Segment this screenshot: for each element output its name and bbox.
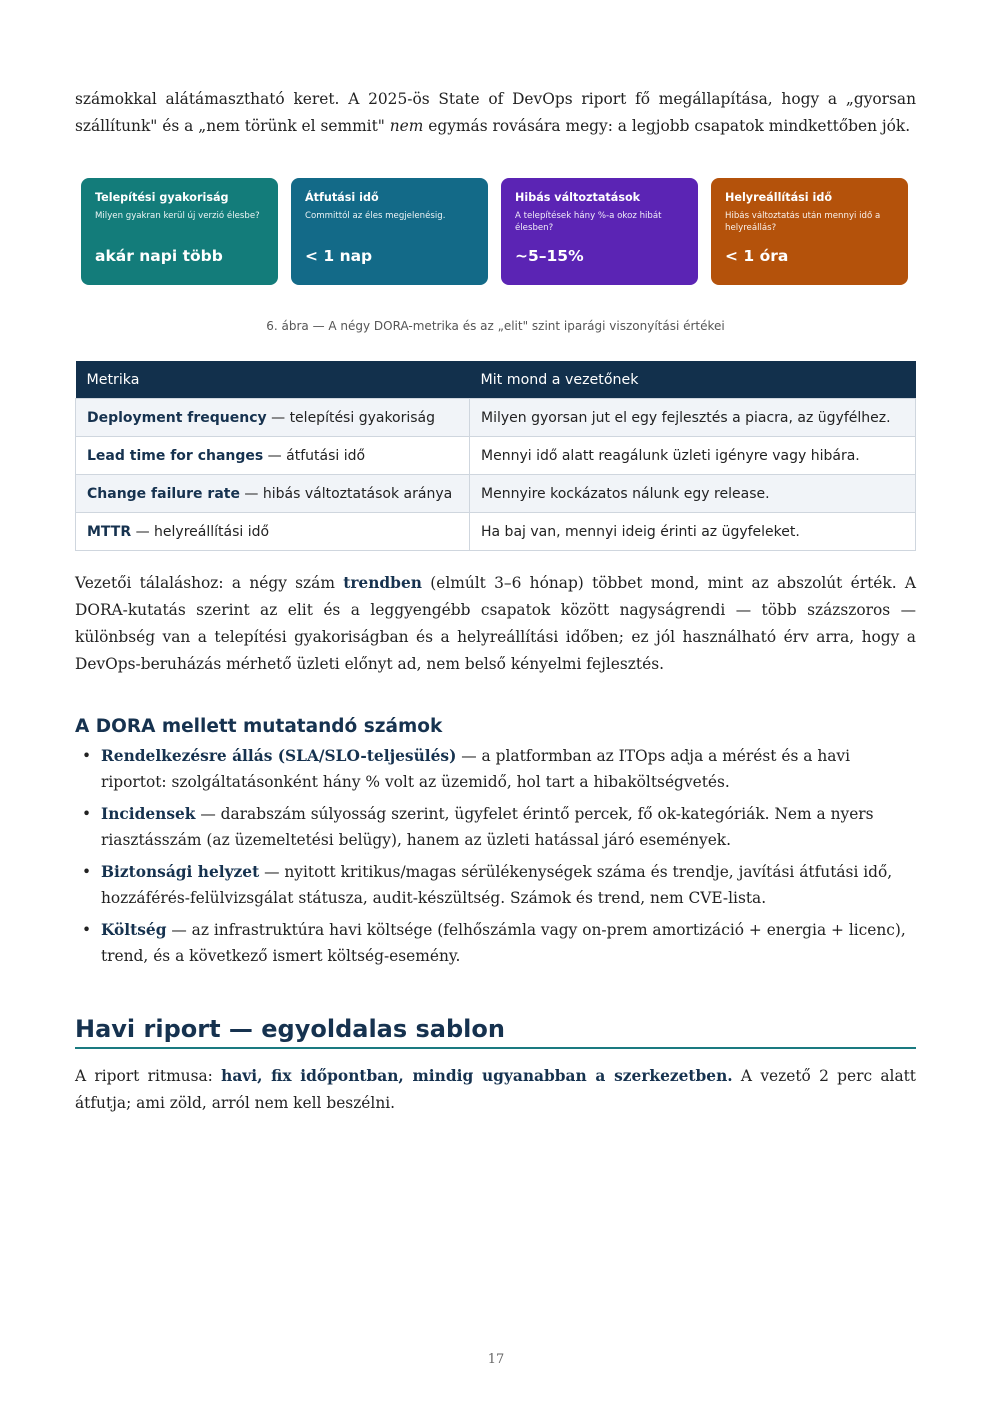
card-lead-time: [291, 178, 488, 285]
trend-text-end: (elmúlt 3–6 hónap) többet mond, mint az abszolút érték. A DORA-kutatás szerint az elit és a leggyengébb csapatok között nagyságrendi — több százszoros — különbség van a telepítési gyakoriságban és a helyreállítási időben; ez jól használható érv arra, hogy a DevOps-beruházás mérhető üzleti előnyt ad, nem belső kényelmi fejlesztés.: [75, 574, 916, 673]
page-number: 17: [487, 1352, 505, 1367]
table-row: [76, 513, 916, 551]
bullet-text: — darabszám súlyosság szerint, ügyfelet érintő percek, fő ok-kategóriák. Nem a nyers riasztásszám (az üzemeltetési belügy), hanem az üzleti hatással járó események.: [101, 805, 874, 849]
metrics-table: [75, 361, 916, 551]
table-cell-metric: [76, 437, 470, 475]
card-title: Helyreállítási idő: [725, 191, 833, 204]
report-paragraph: [75, 1063, 916, 1117]
metric-name: Lead time for changes: [87, 447, 264, 464]
card-change-failure-rate: [501, 178, 698, 285]
card-description: Committól az éles megjelenésig.: [305, 211, 446, 221]
table-row: [76, 475, 916, 513]
card-time-to-restore: [711, 178, 908, 285]
figure-caption: 6. ábra — A négy DORA-metrika és az „elit" szint iparági viszonyítási értékei: [266, 319, 725, 333]
table-cell-meaning: Ha baj van, mennyi ideig érinti az ügyfeleket.: [470, 513, 916, 551]
metric-name: Deployment frequency: [87, 409, 267, 426]
metric-name: MTTR: [87, 523, 132, 540]
table-cell-meaning: Milyen gyorsan jut el egy fejlesztés a piacra, az ügyfélhez.: [470, 399, 916, 437]
table-cell-meaning: Mennyire kockázatos nálunk egy release.: [470, 475, 916, 513]
dora-metric-cards: [81, 178, 916, 285]
card-value: ~5–15%: [515, 247, 584, 265]
report-text-end: A vezető 2 perc alatt átfutja; ami zöld, arról nem kell beszélni.: [75, 1067, 916, 1112]
card-value: < 1 óra: [725, 247, 789, 265]
list-item: [82, 743, 916, 795]
report-text: A riport ritmusa:: [75, 1067, 222, 1085]
table-cell-metric: [76, 399, 470, 437]
trend-bold: trendben: [343, 574, 422, 592]
table-header-metric: Metrika: [76, 361, 470, 399]
card-value: < 1 nap: [305, 247, 373, 265]
metrics-bullet-list: [75, 743, 916, 969]
section-heading: A DORA mellett mutatandó számok: [75, 716, 443, 737]
bullet-title: Rendelkezésre állás (SLA/SLO-teljesülés): [101, 747, 457, 765]
metric-desc: — hibás változtatások aránya: [239, 485, 453, 502]
card-deployment-frequency: [81, 178, 278, 285]
table-cell-metric: [76, 513, 470, 551]
table-row: [76, 399, 916, 437]
bullet-title: Költség: [101, 921, 167, 939]
intro-emphasis: nem: [389, 117, 424, 135]
table-cell-metric: [76, 475, 470, 513]
intro-text: számokkal alátámasztható keret. A 2025-ös State of DevOps riport fő megállapítása, hogy a „gyorsan szállítunk" és a „nem törünk el semmit": [75, 90, 916, 135]
bullet-icon: •: [82, 863, 92, 881]
bullet-icon: •: [82, 805, 92, 823]
bullet-icon: •: [82, 747, 92, 765]
bullet-text: — az infrastruktúra havi költsége (felhőszámla vagy on-prem amortizáció + energia + licenc), trend, és a következő ismert költség-esemény.: [101, 921, 906, 965]
bullet-text: — nyitott kritikus/magas sérülékenységek száma és trendje, javítási átfutási idő, hozzáférés-felülvizsgálat státusza, audit-készültség. Számok és trend, nem CVE-lista.: [101, 863, 893, 907]
bullet-title: Incidensek: [101, 805, 196, 823]
table-cell-meaning: Mennyi idő alatt reagálunk üzleti igényre vagy hibára.: [470, 437, 916, 475]
metric-desc: — helyreállítási idő: [131, 523, 270, 540]
card-description: A telepítések hány %-a okoz hibát élesben?: [515, 211, 662, 233]
card-value: akár napi több: [95, 247, 223, 265]
metric-name: Change failure rate: [87, 485, 240, 502]
bullet-text: — a platformban az ITOps adja a mérést és a havi riportot: szolgáltatásonként hány % volt az üzemidő, hol tart a hibaköltségvetés.: [101, 747, 851, 791]
card-description: Hibás változtatás után mennyi idő a helyreállás?: [725, 211, 881, 233]
bullet-icon: •: [82, 921, 92, 939]
trend-text: Vezetői tálaláshoz: a négy szám: [75, 574, 344, 592]
trend-paragraph: [75, 570, 916, 678]
card-title: Hibás változtatások: [515, 191, 641, 204]
metric-desc: — telepítési gyakoriság: [266, 409, 436, 426]
list-item: [82, 859, 916, 911]
page-section-title: Havi riport — egyoldalas sablon: [75, 1015, 916, 1049]
card-description: Milyen gyakran kerül új verzió élesbe?: [95, 211, 260, 221]
intro-paragraph: [75, 86, 916, 140]
table-header-row: [76, 361, 916, 399]
report-bold: havi, fix időpontban, mindig ugyanabban a szerkezetben.: [221, 1067, 733, 1085]
table-row: [76, 437, 916, 475]
bullet-title: Biztonsági helyzet: [101, 863, 260, 881]
page-content: [75, 86, 916, 1117]
card-title: Átfutási idő: [305, 191, 379, 204]
intro-text-end: egymás rovására megy: a legjobb csapatok mindkettőben jók.: [423, 117, 911, 135]
card-title: Telepítési gyakoriság: [95, 191, 229, 204]
list-item: [82, 801, 916, 853]
table-header-meaning: Mit mond a vezetőnek: [470, 361, 916, 399]
list-item: [82, 917, 916, 969]
metric-desc: — átfutási idő: [263, 447, 366, 464]
